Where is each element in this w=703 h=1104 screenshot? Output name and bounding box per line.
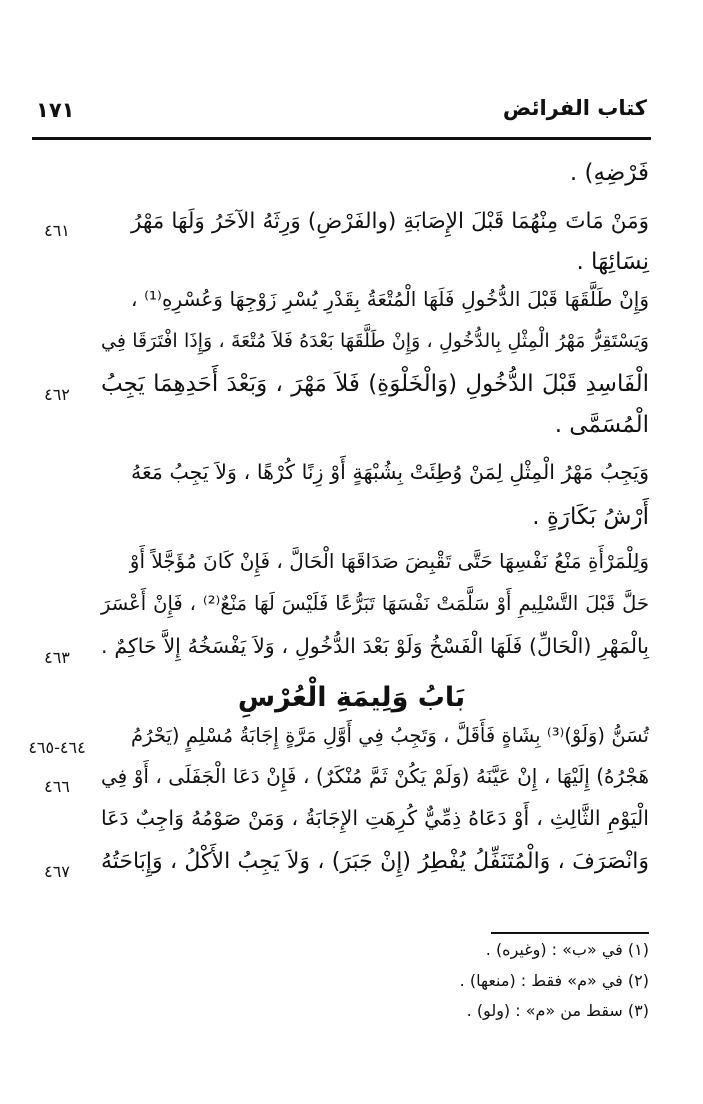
text-line: الْمُسَمَّى .	[554, 412, 649, 438]
text-line: هَجْرُهُ) إِلَيْهَا ، إِنْ عَيَّنَهُ (وَلَمْ يَكُنْ ثَمَّ مُنْكَرٌ) ، فَإِنْ دَعَا الْجَفَلَى ، أَوْ فِي	[101, 764, 649, 788]
text-line: بِالْمَهْرِ (الْحَالِّ) فَلَهَا الْفَسْخُ وَلَوْ بَعْدَ الدُّخُولِ ، وَلاَ يَفْسَخُهُ إِلاَّ حَاكِمٌ .	[101, 634, 649, 658]
text-line: وَلِلْمَرْأَةِ مَنْعُ نَفْسِهَا حَتَّى تَقْبِضَ صَدَاقَهَا الْحَالَّ ، فَإِنْ كَانَ مُؤَجَّلاً أَوْ	[129, 549, 649, 573]
chapter-heading: بَابُ وَلِيمَةِ الْعُرْسِ	[237, 682, 466, 713]
margin-number: ٤٦١	[44, 221, 70, 240]
footnote: (١) في «ب» : (وغيره) .	[485, 940, 649, 959]
text-line: الْيَوْمِ الثَّالِثِ ، أَوْ دَعَاهُ ذِمِّيٌّ كُرِهَتِ الإِجَابَةُ ، وَمَنْ صَوْمُهُ وَاجِبٌ دَعَا	[101, 806, 649, 830]
footnote-divider	[491, 932, 649, 934]
margin-number: ٤٦٦	[44, 777, 70, 796]
page-number: ١٧١	[36, 98, 75, 122]
margin-number: ٤٦٤-٤٦٥	[28, 738, 86, 757]
text-line: الْفَاسِدِ قَبْلَ الدُّخُولِ (وَالْخَلْوَةِ) فَلاَ مَهْرَ ، وَبَعْدَ أَحَدِهِمَا يَجِبُ	[101, 371, 649, 397]
text-line: حَلَّ قَبْلَ التَّسْلِيمِ أَوْ سَلَّمَتْ نَفْسَهَا تَبَرُّعًا فَلَيْسَ لَهَا مَنْعٌ⁽²⁾ ، فَإِنْ أَعْسَرَ	[101, 592, 649, 615]
text-line: وَيَجِبُ مَهْرُ الْمِثْلِ لِمَنْ وُطِئَتْ بِشُبْهَةٍ أَوْ زِنًا كُرْهًا ، وَلاَ يَجِبُ مَعَهُ	[131, 460, 649, 484]
text-line: أَرْشُ بَكَارَةٍ .	[532, 504, 649, 530]
header-title: كتاب الفرائض	[502, 96, 647, 120]
text-line: نِسَائِهَا .	[576, 249, 649, 275]
footnote: (٣) سقط من «م» : (ولو) .	[466, 1001, 649, 1020]
text-line: وَيَسْتَقِرُّ مَهْرُ الْمِثْلِ بِالدُّخُولِ ، وَإِنْ طَلَّقَهَا بَعْدَهُ فَلاَ مُتْعَةَ ، وَإِذَا افْتَرَقَا فِي	[101, 330, 649, 352]
margin-number: ٤٦٢	[44, 385, 70, 404]
text-line: وَمَنْ مَاتَ مِنْهُمَا قَبْلَ الإِصَابَةِ (والفَرْضِ) وَرِثَهُ الآخَرُ وَلَهَا مَهْرُ	[131, 209, 649, 234]
text-line: وَإِنْ طَلَّقَهَا قَبْلَ الدُّخُولِ فَلَهَا الْمُتْعَةُ بِقَدْرِ يُسْرِ زَوْجِهَا وَعُسْرِهِ⁽¹⁾ ،	[131, 287, 650, 311]
footnote: (٢) في «م» فقط : (منعها) .	[459, 971, 649, 990]
margin-number: ٤٦٧	[44, 862, 70, 881]
text-line: تُسَنُّ (وَلَوْ)⁽³⁾ بِشَاةٍ فَأَقَلَّ ، وَتَجِبُ فِي أَوَّلِ مَرَّةٍ إِجَابَةُ مُسْلِمٍ (يَحْرُمُ	[131, 724, 649, 747]
text-line: وَانْصَرَفَ ، وَالْمُتَنَفِّلُ يُفْطِرُ (إِنْ جَبَرَ) ، وَلاَ يَجِبُ الأَكْلُ ، وَإِبَاحَتُهُ	[101, 849, 649, 874]
margin-number: ٤٦٣	[44, 648, 70, 667]
header-divider	[32, 137, 651, 140]
text-line: فَرْضِهِ) .	[569, 160, 649, 186]
